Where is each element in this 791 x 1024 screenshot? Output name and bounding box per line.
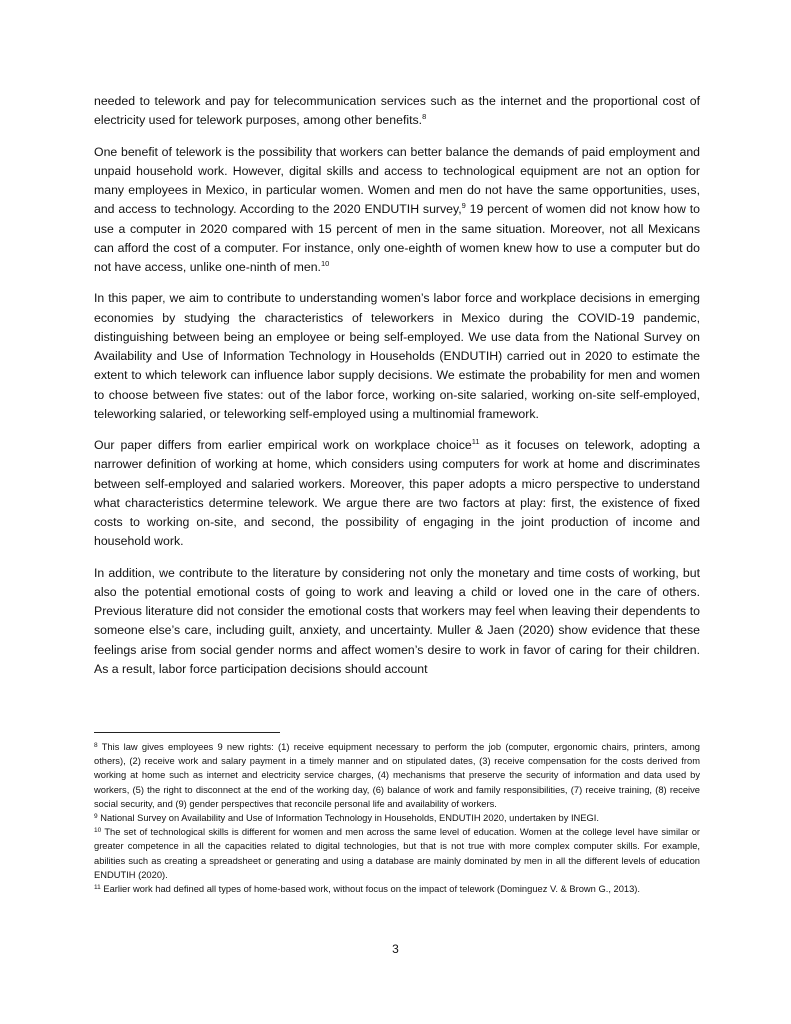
footnotes (94, 740, 700, 896)
paragraph: In addition, we contribute to the literature by considering not only the monetary and time costs of working, but also the potential emotional costs of going to work and leaving a child or loved one in the care of others. Previous literature did not consider the emotional costs that workers may feel when leaving their dependents to someone else’s care, including guilt, anxiety, and uncertainty. Muller & Jaen (2020) show evidence that these feelings arise from social gender norms and affect women’s desire to work in favor of caring for their children. As a result, labor force participation decisions should account (94, 565, 700, 676)
footnote (94, 740, 700, 811)
footnote-number: 9 (94, 813, 98, 821)
footnote-text: This law gives employees 9 new rights: (1) receive equipment necessary to perform the job (computer, ergonomic chairs, printers, among others), (2) receive work and salary payment in a timely manner and on stipulated dates, (3) receive compensation for the costs derived from working at home such as internet and electricity service charges, (4) mechanisms that preserve the security of information and data used by workers, (5) the right to disconnect at the end of the working day, (6) balance of work and family responsibilities, (7) receive training, (8) receive social security, and (9) gender perspectives that reconcile personal life and availability of workers. (94, 742, 700, 809)
body-text (94, 92, 700, 691)
footnote-number: 10 (94, 827, 102, 835)
paragraph-text: needed to telework and pay for telecommunication services such as the internet and the proportional cost of electricity used for telework purposes, among other benefits. (94, 94, 700, 128)
footnote-separator (94, 732, 280, 733)
footnote-number: 8 (94, 742, 98, 749)
paragraph-text: as it focuses on telework, adopting a narrower definition of working at home, which considers using computers for work at home and discriminates between self-employed and salaried workers. Moreover, this paper adopts a micro perspective to understand what characteristics determine telework. We argue there are two factors at play: first, the existence of fixed costs to working on-site, and second, the possibility of engaging in the joint production of income and household work. (94, 438, 700, 549)
paragraph-text: One benefit of telework is the possibility that workers can better balance the demands of paid employment and unpaid household work. However, digital skills and access to technological equipment are not an option for many employees in Mexico, in particular women. Women and men do not have the same opportunities, uses, and access to technology. According to the 2020 ENDUTIH survey, (94, 144, 700, 217)
footnote-text: The set of technological skills is different for women and men across the same level of education. Women at the college level have similar or greater competence in all the capacities related to digital technologies, but that is not true with more complex computer skills. For example, abilities such as creating a spreadsheet or generating and using a database are mainly dominated by men in all the different levels of education ENDUTIH (2020). (94, 827, 700, 880)
paragraph-text: 19 percent of women did not know how to use a computer in 2020 compared with 15 percent of men in the same situation. Moreover, not all Mexicans can afford the cost of a computer. For instance, only one-eighth of women knew how to use a computer but do not have access, unlike one-ninth of men. (94, 202, 700, 274)
page-number: 3 (392, 942, 399, 956)
footnote-number: 11 (94, 884, 101, 892)
paragraph: In this paper, we aim to contribute to understanding women’s labor force and workplace decisions in emerging economies by studying the characteristics of teleworkers in Mexico during the COVID-19 pandemic, distinguishing between being an employee or being self-employed. We use data from the National Survey on Availability and Use of Information Technology in Households (ENDUTIH) carried out in 2020 to estimate the extent to which telework can influence labor supply decisions. We estimate the probability for men and women to choose between five states: out of the labor force, working on-site salaried, working on-site self-employed, teleworking salaried, or teleworking self-employed using a multinomial framework. (94, 291, 700, 421)
footnote (94, 825, 700, 882)
paragraph (94, 143, 700, 278)
footnote-ref[interactable]: 10 (320, 259, 330, 268)
footnote (94, 811, 700, 825)
paragraph-text: Our paper differs from earlier empirical work on workplace choice (94, 438, 472, 452)
footnote-text: Earlier work had defined all types of home-based work, without focus on the impact of telework (Dominguez V. & Brown G., 2013). (100, 884, 641, 895)
footnote-text: National Survey on Availability and Use of Information Technology in Households, ENDUTIH 2020, undertaken by INEGI. (97, 813, 599, 824)
footnote-ref[interactable]: 8 (422, 112, 427, 122)
footnote (94, 882, 700, 896)
paragraph (94, 92, 700, 131)
footnote-ref[interactable]: 11 (471, 437, 480, 446)
paragraph (94, 436, 700, 552)
footnote-ref[interactable]: 9 (461, 201, 466, 211)
